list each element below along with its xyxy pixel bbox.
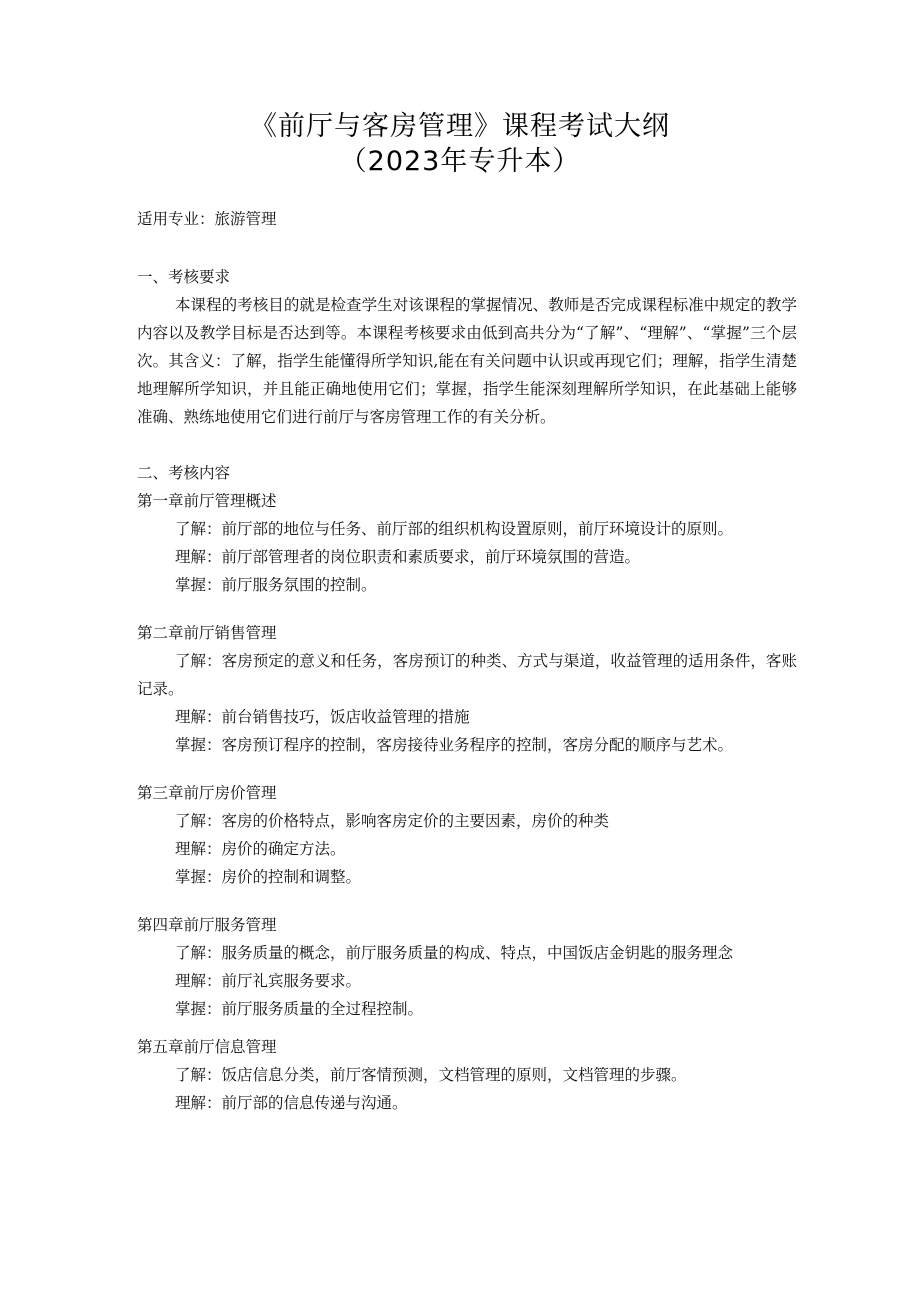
chapter-title: 第二章前厅销售管理 [137,624,277,642]
chapter-item: 理解：房价的确定方法。 [175,840,346,858]
chapter-item: 了解：客房预定的意义和任务，客房预订的种类、方式与渠道，收益管理的适用条件，客账记录。 [137,652,797,698]
section2-heading: 二、考核内容 [137,464,231,482]
chapter-item: 理解：前台销售技巧，饭店收益管理的措施 [175,708,470,726]
chapter-title: 第三章前厅房价管理 [137,784,277,802]
applicable-major: 适用专业：旅游管理 [137,210,277,228]
chapter-item: 掌握：前厅服务氛围的控制。 [175,576,377,594]
chapter-item: 了解：前厅部的地位与任务、前厅部的组织机构设置原则，前厅环境设计的原则。 [175,520,734,538]
chapter-item: 掌握：房价的控制和调整。 [175,868,362,886]
section1-paragraph: 本课程的考核目的就是检查学生对该课程的掌握情况、教师是否完成课程标准中规定的教学内容以及教学目标是否达到等。本课程考核要求由低到高共分为“了解”、“理解”、“掌握”三个层次。其含义：了解，指学生能懂得所学知识,能在有关问题中认识或再现它们；理解，指学生清楚地理解所学知识，并且能正确地使用它们；掌握，指学生能深刻理解所学知识，在此基础上能够准确、熟练地使用它们进行前厅与客房管理工作的有关分析。 [137,296,797,426]
document-body [137,205,797,1117]
chapter-item: 了解：客房的价格特点，影响客房定价的主要因素，房价的种类 [175,812,610,830]
chapter-title: 第五章前厅信息管理 [137,1038,277,1056]
section1-heading: 一、考核要求 [137,268,231,286]
chapter-title: 第一章前厅管理概述 [137,492,277,510]
chapter-item: 理解：前厅部的信息传递与沟通。 [175,1094,408,1112]
chapter-item: 掌握：客房预订程序的控制，客房接待业务程序的控制，客房分配的顺序与艺术。 [175,736,734,754]
chapter-title: 第四章前厅服务管理 [137,916,277,934]
chapter-item: 掌握：前厅服务质量的全过程控制。 [175,1000,424,1018]
chapter-item: 理解：前厅部管理者的岗位职责和素质要求，前厅环境氛围的营造。 [175,548,641,566]
chapter-item: 了解：服务质量的概念，前厅服务质量的构成、特点，中国饭店金钥匙的服务理念 [175,944,734,962]
chapter-item: 了解：饭店信息分类，前厅客情预测，文档管理的原则，文档管理的步骤。 [175,1066,687,1084]
chapter-item: 理解：前厅礼宾服务要求。 [175,972,362,990]
document-subtitle: （2023年专升本） [339,146,581,177]
document-title: 《前厅与客房管理》课程考试大纲 [250,111,670,142]
